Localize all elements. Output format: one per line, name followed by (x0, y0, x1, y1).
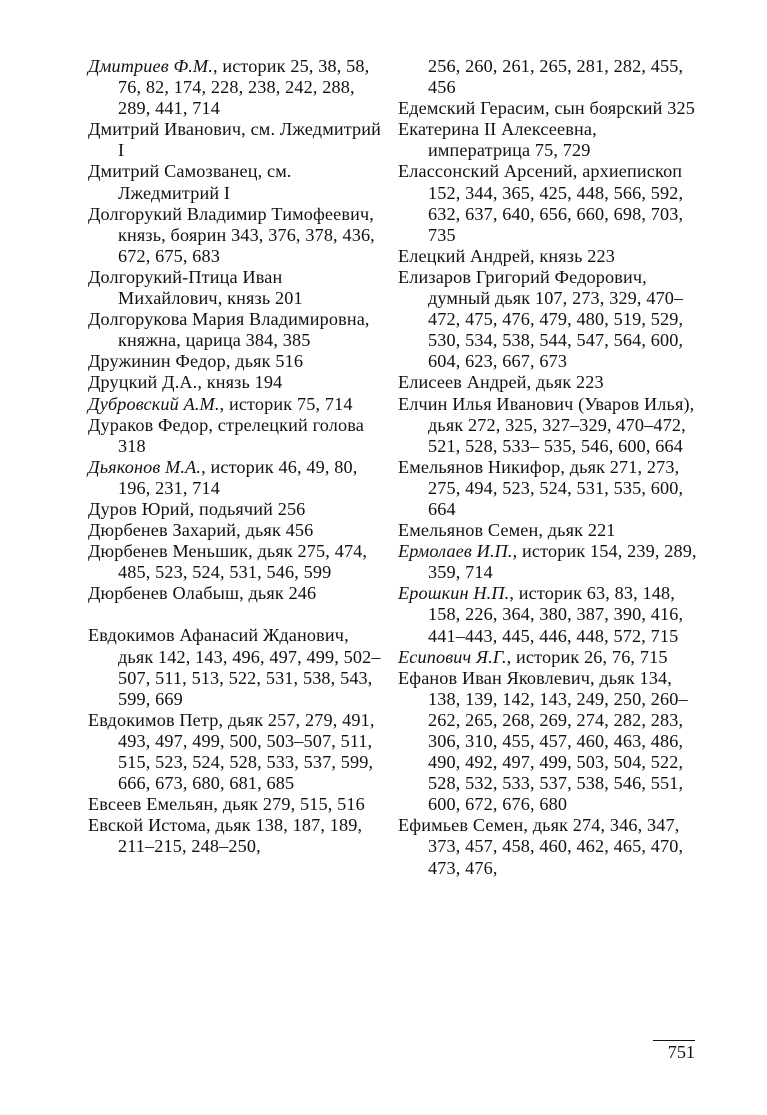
index-entry (398, 647, 698, 668)
index-entry-name: Дмитриев Ф.М. (88, 56, 213, 76)
index-entry-name: Дюрбенев Захарий, дьяк 456 (88, 520, 314, 541)
index-entry-references: 273, 275, 494, 523, 524, 531, 535, 600, 664 (428, 456, 684, 519)
index-entry (398, 394, 698, 457)
index-entry (398, 668, 698, 816)
index-entry-references: см. Лжедмитрий I (118, 161, 292, 203)
index-entry (398, 56, 698, 98)
index-entry-name: Емельянов Никифор, дьяк 271, (398, 456, 643, 477)
index-entry (88, 583, 383, 604)
index-entry (88, 56, 383, 119)
index-entry-name: Евской Истома, дьяк 138, 187, (88, 815, 326, 836)
index-column-right (398, 56, 698, 879)
index-entry-references: 256, 260, 261, 265, 281, 282, 455, 456 (428, 56, 684, 98)
index-entry-name: Ерошкин Н.П. (398, 583, 510, 604)
index-entry (88, 309, 383, 351)
index-entry (398, 583, 698, 646)
index-entry (88, 710, 383, 794)
index-entry-name: Екатерина II Алексеевна, (398, 119, 597, 140)
index-column-left (88, 56, 383, 857)
index-entry-name: Дураков Федор, стрелецкий (88, 414, 308, 435)
index-entry-name: Дюрбенев Меньшик, дьяк 275, (88, 541, 330, 562)
index-entry-references: , историк 63, 83, 148, 158, 226, 364, 380, 387, 390, 416, 441–443, 445, 446, 448, 572, 715 (428, 583, 684, 646)
index-entry (398, 246, 698, 267)
index-entry-references: Владимировна, княжна, царица 384, 385 (118, 309, 370, 351)
index-entry-references: Михайлович, князь 201 (118, 288, 303, 309)
index-entry-name: Дмитрий Иванович, (88, 119, 246, 140)
index-entry (398, 457, 698, 520)
index-entry (88, 394, 383, 415)
index-entry-name: Дюрбенев Олабыш, дьяк 246 (88, 583, 317, 604)
index-entry (88, 625, 383, 709)
index-entry (88, 520, 383, 541)
index-entry-name: Емельянов Семен, дьяк 221 (398, 520, 616, 541)
index-entry-references: архиепископ 152, 344, 365, 425, 448, 566, 592, 632, 637, 640, 656, 660, 698, 703, 735 (428, 161, 684, 245)
index-entry-name: Елчин Илья Иванович (Уваров (398, 393, 640, 414)
index-entry-name: Едемский Герасим, сын (398, 98, 585, 119)
index-entry (398, 815, 698, 878)
index-entry (88, 541, 383, 583)
index-entry-references: императрица 75, 729 (428, 140, 591, 161)
index-entry-references: 347, 373, 457, 458, 460, 462, 465, 470, 473, 476, (428, 815, 684, 878)
index-entry-references: 134, 138, 139, 142, 143, 249, 250, 260–262, 265, 268, 269, 274, 282, 283, 306, 310, 455, 457, 460, 463, 486, 490, 492, 497, 499, 503, 504, 522, 528, 532, 533, 537, 538, 546, 551, 600, 672, 676, 680 (428, 667, 688, 815)
index-entry-name: Долгорукий-Птица Иван (88, 266, 283, 287)
index-entry-name: Евдокимов Афанасий (88, 625, 259, 646)
index-entry (398, 161, 698, 245)
index-entry-name: Дуров Юрий, подьячий 256 (88, 498, 306, 519)
index-entry-references: 189, 211–215, 248–250, (118, 815, 363, 857)
index-entry (88, 815, 383, 857)
index-entry-references: 279, 491, 493, 497, 499, 500, 503–507, 511, 515, 523, 524, 528, 533, 537, 599, 666, 673, 680, 681, 685 (118, 709, 375, 794)
index-entry-name: Долгорукова Мария (88, 309, 245, 330)
letter-group-gap (88, 604, 383, 625)
index-entry-references: Илья), дьяк 272, 325, 327–329, 470–472, 521, 528, 533– 535, 546, 600, 664 (428, 393, 695, 456)
index-entry-name: Дьяконов М.А. (88, 456, 202, 477)
index-entry-references: , историк 25, 38, 58, 76, 82, 174, 228, 238, 242, 288, 289, 441, 714 (118, 56, 370, 119)
index-entry-name: Друцкий Д.А., князь 194 (88, 372, 283, 393)
index-entry-references: 516 (332, 794, 365, 815)
index-entry-references: думный дьяк 107, 273, 329, 470–472, 475, 476, 479, 480, 519, 529, 530, 534, 538, 544, 547, 564, 600, 604, 623, 667, 673 (428, 288, 684, 372)
index-entry (88, 204, 383, 267)
index-entry-name: Елецкий Андрей, князь 223 (398, 245, 615, 266)
index-entry (398, 372, 698, 393)
index-entry-name: Елизаров Григорий Федорович, (398, 266, 647, 287)
index-entry-references: 474, 485, 523, 524, 531, 546, 599 (118, 541, 368, 583)
index-entry-references: боярский 325 (584, 98, 695, 119)
index-entry-references: голова 318 (118, 414, 364, 456)
index-entry-references: , историк 154, 239, 289, 359, 714 (428, 541, 697, 583)
index-entry-references: , историк 75, 714 (219, 393, 353, 414)
index-entry-name: Евсеев Емельян, дьяк 279, 515, (88, 794, 333, 815)
index-entry (88, 351, 383, 372)
index-entry (88, 457, 383, 499)
index-entry-name: Есипович Я.Г. (398, 646, 507, 667)
index-entry-name: Дружинин Федор, дьяк 516 (88, 351, 304, 372)
index-entry-name: Ермолаев И.П. (398, 541, 513, 562)
index-entry-name: Ефанов Иван Яковлевич, дьяк (398, 667, 635, 688)
index-entry-name: Долгорукий Владимир (88, 203, 267, 224)
index-entry-references: Жданович, дьяк 142, 143, 496, 497, 499, 502–507, 511, 513, 522, 531, 538, 543, 599, 669 (118, 625, 381, 709)
index-entry-name: Дубровский А.М. (88, 393, 220, 414)
index-entry-references: , историк 26, 76, 715 (506, 646, 668, 667)
index-entry (398, 541, 698, 583)
index-entry-name: Ефимьев Семен, дьяк 274, 346, (398, 815, 643, 836)
index-entry-references: см. Лжедмитрий I (118, 119, 382, 161)
index-entry-name: Елисеев Андрей, дьяк 223 (398, 372, 604, 393)
index-entry (88, 794, 383, 815)
index-entry-name: Евдокимов Петр, дьяк 257, (88, 709, 301, 730)
index-entry (88, 372, 383, 393)
page-number: 751 (667, 1042, 695, 1062)
index-entry (88, 267, 383, 309)
index-entry-references: Тимофеевич, князь, боярин 343, 376, 378, 436, 672, 675, 683 (118, 203, 375, 266)
index-entry-name: Дмитрий Самозванец, (88, 161, 263, 182)
index-entry (88, 119, 383, 161)
index-entry (398, 520, 698, 541)
index-entry-references: , историк 46, 49, 80, 196, 231, 714 (118, 456, 358, 498)
index-entry (88, 161, 383, 203)
index-entry-name: Елассонский Арсений, (398, 161, 578, 182)
index-entry (398, 267, 698, 372)
index-entry (88, 415, 383, 457)
page-number-rule (653, 1040, 695, 1041)
index-entry (398, 98, 698, 119)
index-entry (88, 499, 383, 520)
index-entry (398, 119, 698, 161)
